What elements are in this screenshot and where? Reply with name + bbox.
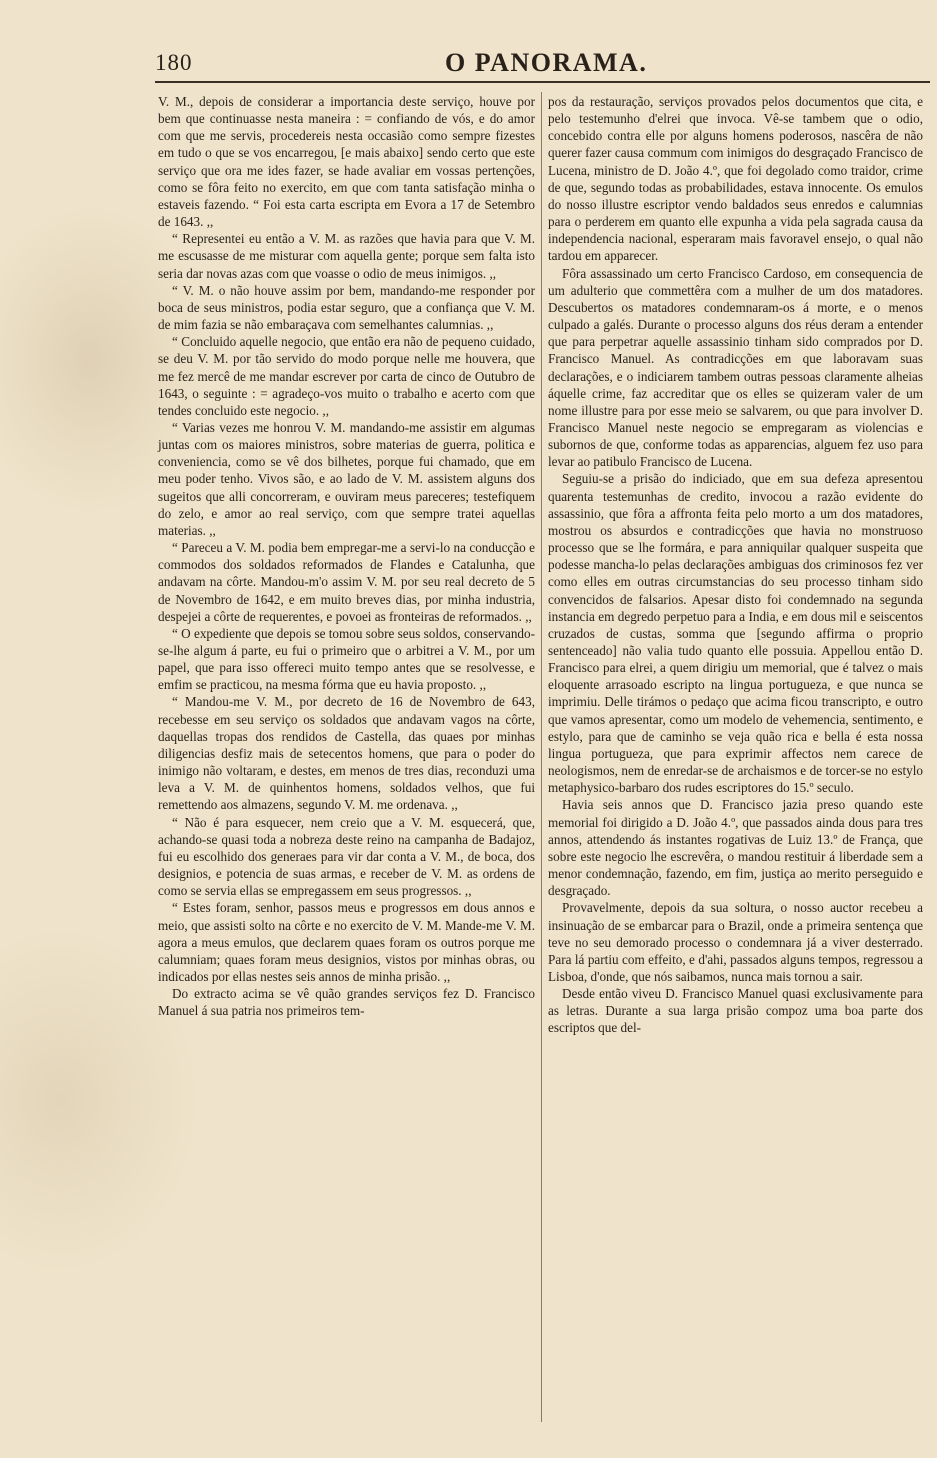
paragraph: Fôra assassinado um certo Francisco Cardoso, em consequencia de um adulterio que commettêra com a mulher de um dos matadores. Descubertos os matadores condemnaram-os á morte, e o menos culpado a galés. Durante o processo alguns dos réus deram a entender que para perpetrar aquelle assassinio tinham sido comprados por D. Francisco Manuel. As contradicções em que laboravam suas declarações, e o indiciarem tambem outras pessoas claramente alheias áquelle crime, faz accreditar que os elles se quizeram valer de um nome illustre para por esse meio se salvarem, ou que para involver D. Francisco Manuel neste negocio se empregaram as violencias e subornos de que, conforme todas as apparencias, alguem fez uso para levar ao patibulo Francisco de Lucena.: [548, 265, 923, 470]
paragraph: “ O expediente que depois se tomou sobre seus soldos, conservando-se-lhe algum á parte, eu fui o primeiro que o arbitrei a V. M., por um papel, que para isso offereci muito tempo antes que se resolvesse, e emfim se practicou, na mesma fórma que eu havia proposto. ,,: [158, 625, 535, 693]
paragraph: Provavelmente, depois da sua soltura, o nosso auctor recebeu a insinuação de se embarcar para o Brazil, onde a primeira sentença que teve no seu demorado processo o condemnara já a viver desterrado. Para lá partiu com effeito, e d'ahi, passados alguns tempos, regressou a Lisboa, d'onde, que nós saibamos, nunca mais tornou a sair.: [548, 900, 923, 984]
paragraph: “ Representei eu então a V. M. as razões que havia para que V. M. me escusasse de me misturar com aquella gente; porque sem falta isto seria dar novas azas com que voasse o odio de meus inimigos. ,,: [158, 231, 535, 281]
paragraph: “ Não é para esquecer, nem creio que a V. M. esquecerá, que, achando-se quasi toda a nobreza deste reino na campanha de Badajoz, fui eu escolhido dos generaes para vir dar conta a V. M., de boca, dos designios, e potencia de suas armas, e receber de V. M. as ordens de como se servia ellas se empregassem em seus progressos. ,,: [158, 814, 535, 899]
column-divider: [541, 92, 542, 1422]
left-column: [158, 93, 535, 1019]
paragraph: Do extracto acima se vê quão grandes serviços fez D. Francisco Manuel á sua patria nos primeiros tem-: [158, 986, 535, 1019]
right-column: [548, 93, 923, 1037]
journal-title: O PANORAMA.: [445, 48, 648, 77]
paragraph: Havia seis annos que D. Francisco jazia preso quando este memorial foi dirigido a D. João 4.º, que passados ainda dous para tres annos, attendendo ás instantes rogativas de Luiz 13.º de França, que sobre este negocio lhe escrevêra, o mandou restituir á liberdade sem a menor condemnação, fazendo, em fim, justiça ao merito perseguido e desgraçado.: [548, 797, 923, 899]
paragraph: V. M., depois de considerar a importancia deste serviço, houve por bem que continuasse nesta maneira : = confiando de vós, e do amor com que me servis, procedereis nesta occasião como sempre fizestes em tudo o que se vos encarregou, [e mais abaixo] sendo certo que este serviço que ora me ides fazer, se hade avaliar em vossas pertenções, como se fôra feito no exercito, em que com tanta satisfação minha o estaveis fazendo. “ Foi esta carta escripta em Evora a 17 de Setembro de 1643. ,,: [158, 94, 535, 230]
paragraph: “ Estes foram, senhor, passos meus e progressos em dous annos e meio, que assisti solto na côrte e no exercito de V. M. Mande-me V. M. agora a meus emulos, que declarem quaes foram os outros porque me calumniam; quaes foram meus designios, vistos por minhas obras, ou indicados por ellas nestes seis annos de minha prisão. ,,: [158, 900, 535, 984]
paragraph: pos da restauração, serviços provados pelos documentos que cita, e pelo testemunho d'elrei que invoca. Vê-se tambem que o odio, concebido contra elle por alguns homens poderosos, nascêra de não querer fazer causa commum com inimigos do desgraçado Francisco de Lucena, ministro de D. João 4.º, que foi degolado como traidor, crime de que, segundo todas as probabilidades, estava innocente. Os emulos do nosso illustre escriptor vendo baldados seus enredos e calumnias para o perderem em quanto elle expunha a vida pela sagrada causa da independencia nacional, esperaram mais favoravel ensejo, o qual não tardou em apparecer.: [548, 94, 923, 264]
page-number: 180: [155, 50, 193, 75]
paragraph: Desde então viveu D. Francisco Manuel quasi exclusivamente para as letras. Durante a sua larga prisão compoz uma boa parte dos escriptos que del-: [548, 986, 923, 1036]
paragraph: Seguiu-se a prisão do indiciado, que em sua defeza apresentou quarenta testemunhas de credito, invocou a razão evidente do assassinio, que fôra a affronta feita pelo morto a um dos matadores, mostrou os absurdos e contradicções que havia no monstruoso processo que se lhe formára, e para anniquilar qualquer suspeita que podesse mancha-lo pelas declarações ambiguas dos criminosos fez ver como elles em outras circumstancias do seu processo tinham sido convencidos de falsarios. Apesar disto foi condemnado na segunda instancia em degredo perpetuo para a India, e em dous mil e seiscentos cruzados de custas, somma que [segundo affirma o proprio sentenceado] não valia tudo quanto elle possuia. Appellou então D. Francisco para elrei, a quem dirigiu um memorial, que é talvez o mais eloquente arrasoado escripto na lingua portugueza, e que nunca se imprimiu. Delle tirámos o pedaço que acima ficou transcripto, e outro que vamos apresentar, como um modelo de vehemencia, sentimento, e estylo, para que de caminho se veja quão rica e bella é esta nossa lingua portugueza, que para exprimir affectos nem carece de neologismos, nem de enredar-se de archaismos e de torcer-se no estylo metaphysico-barbaro dos rudes escriptores do 15.º seculo.: [548, 471, 923, 796]
paragraph: “ Pareceu a V. M. podia bem empregar-me a servi-lo na conducção e commodos dos soldados reformados de Flandes e Catalunha, que andavam na côrte. Mandou-m'o assim V. M. por seu real decreto de 5 de Novembro de 1642, e em muito breves dias, por minha industria, despejei a côrte de requerentes, e povoei as fronteiras de reformados. ,,: [158, 540, 535, 624]
paragraph: “ V. M. o não houve assim por bem, mandando-me responder por boca de seus ministros, podia estar seguro, que a confiança que V. M. de mim fazia se não embaraçava com semelhantes calumnias. ,,: [158, 282, 535, 333]
running-head: [155, 50, 930, 80]
paragraph: “ Concluido aquelle negocio, que então era não de pequeno cuidado, se deu V. M. por tão servido do modo porque nelle me houvera, que me fez mercê de me mandar escrever por carta de cinco de Outubro de 1643, o seguinte : = agradeço-vos muito o trabalho e acerto com que tendes concluido este negocio. ,,: [158, 334, 535, 418]
paragraph: “ Varias vezes me honrou V. M. mandando-me assistir em algumas juntas com os maiores ministros, sobre materias de guerra, politica e conveniencia, como se vê dos bilhetes, porque fui chamado, que em meu poder tenho. Vivos são, e ao lado de V. M. assistem alguns dos sugeitos que alli concorreram, e ouviram meus pareceres; testefiquem do zelo, e amor ao real serviço, com que sempre tratei aquellas materias. ,,: [158, 419, 535, 538]
paragraph: “ Mandou-me V. M., por decreto de 16 de Novembro de 643, recebesse em seu serviço os soldados que andavam vagos na côrte, daquellas tropas dos rendidos de Castella, das quaes por minhas diligencias desfiz mais de setecentos homens, que para o poder do inimigo não voltaram, e destes, em menos de tres dias, reconduzi uma leva a V. M. de quinhentos homens, soldados velhos, que fui remettendo aos almazens, segundo V. M. me ordenava. ,,: [158, 694, 535, 813]
header-rule: [155, 81, 930, 83]
